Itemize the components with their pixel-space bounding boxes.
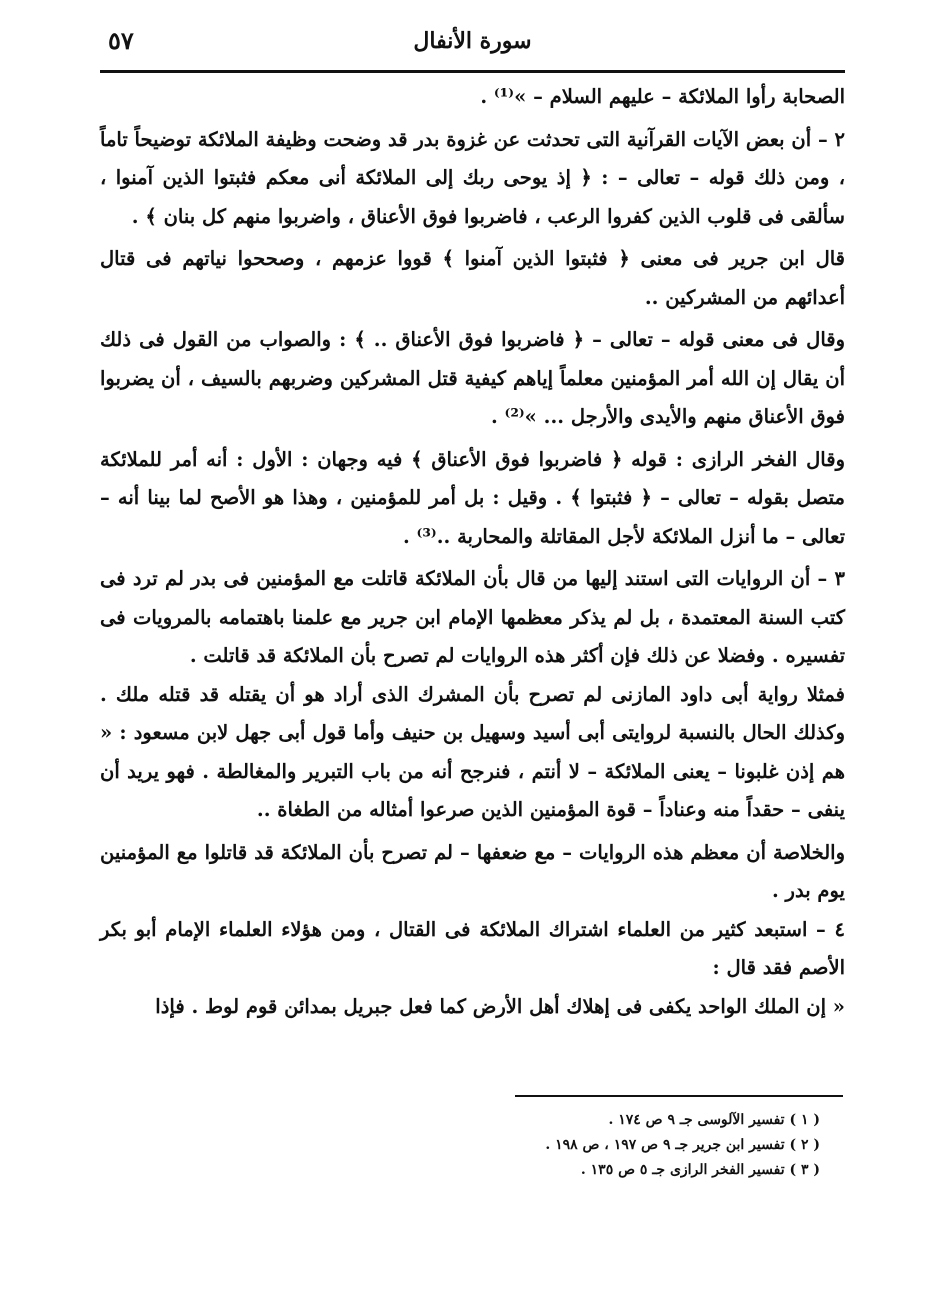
paragraph-10: « إن الملك الواحد يكفى فى إهلاك أهل الأرض كما فعل جبريل بمدائن قوم لوط . فإذا [155,994,845,1018]
paragraph-2: ٢ – أن بعض الآيات القرآنية التى تحدثت عن غزوة بدر قد وضحت وظيفة الملائكة توضيحاً تاماً ، ومن ذلك قوله – تعالى – : ﴿ إذ يوحى ربك إلى الملائكة أنى معكم فثبتوا الذين آمنوا ، سألقى فى قلوب الذين كفروا الرعب ، فاضربوا فوق الأعناق ، واضربوا منهم كل بنان ﴾ . [100,127,845,228]
paragraph-1: الصحابة رأوا الملائكة – عليهم السلام – »⁽¹⁾ . [480,85,845,108]
paragraph-4: وقال فى معنى قوله – تعالى – ﴿ فاضربوا فوق الأعناق .. ﴾ : والصواب من القول فى ذلك أن يقال إن الله أمر المؤمنين معلماً إياهم كيفية قتل المشركين وضربهم بالسيف ، أن يضربوا فوق الأعناق منهم والأيدى والأرجل ... »⁽²⁾ . [100,328,845,428]
footnote-rule [515,1095,843,1097]
body-text [100,78,845,1026]
paragraph-9: ٤ – استبعد كثير من العلماء اشتراك الملائكة فى القتال ، ومن هؤلاء العلماء الإمام أبو بكر الأصم فقد قال : [100,917,845,979]
header-rule [100,70,845,73]
page-number: ٥٧ [108,26,134,55]
paragraph-7: فمثلا رواية أبى داود المازنى لم تصرح بأن المشرك الذى أراد هو أن يقتله قد قتله ملك . وكذلك الحال بالنسبة لروايتى أبى أسيد وسهيل بن حنيف وأما قول أبى جهل لابن مسعود : « هم إذن غلبونا – يعنى الملائكة – لا أنتم ، فنرجح أنه من باب التبرير والمغالطة . فهو يريد أن ينفى – حقداً منه وعناداً – قوة المؤمنين الذين صرعوا أمثاله من الطغاة .. [100,682,845,821]
footnote-1: ( ١ ) تفسير الآلوسى جـ ٩ ص ١٧٤ . [608,1112,820,1128]
footnote-2: ( ٢ ) تفسير ابن جرير جـ ٩ ص ١٩٧ ، ص ١٩٨ . [545,1137,820,1153]
page-header [100,22,845,62]
paragraph-5: وقال الفخر الرازى : قوله ﴿ فاضربوا فوق الأعناق ﴾ فيه وجهان : الأول : أنه أمر للملائكة متصل بقوله – تعالى – ﴿ فثبتوا ﴾ . وقيل : بل أمر للمؤمنين ، وهذا هو الأصح لما بينا أنه – تعالى – ما أنزل الملائكة لأجل المقاتلة والمحاربة ..⁽³⁾ . [100,447,845,548]
footnotes [440,1108,820,1183]
paragraph-3: قال ابن جرير فى معنى ﴿ فثبتوا الذين آمنوا ﴾ قووا عزمهم ، وصححوا نياتهم فى قتال أعدائهم من المشركين .. [100,247,845,309]
paragraph-6: ٣ – أن الروايات التى استند إليها من قال بأن الملائكة قاتلت مع المؤمنين فى بدر لم ترد فى كتب السنة المعتمدة ، بل لم يذكر معظمها الإمام ابن جرير مع علمنا باهتمامه بالمرويات فى تفسيره . وفضلا عن ذلك فإن أكثر هذه الروايات لم تصرح بأن الملائكة قد قاتلت . [100,567,845,667]
paragraph-8: والخلاصة أن معظم هذه الروايات – مع ضعفها – لم تصرح بأن الملائكة قد قاتلوا مع المؤمنين يوم بدر . [100,840,845,902]
footnote-3: ( ٣ ) تفسير الفخر الرازى جـ ٥ ص ١٣٥ . [580,1162,820,1178]
running-title: سورة الأنفال [413,28,532,54]
